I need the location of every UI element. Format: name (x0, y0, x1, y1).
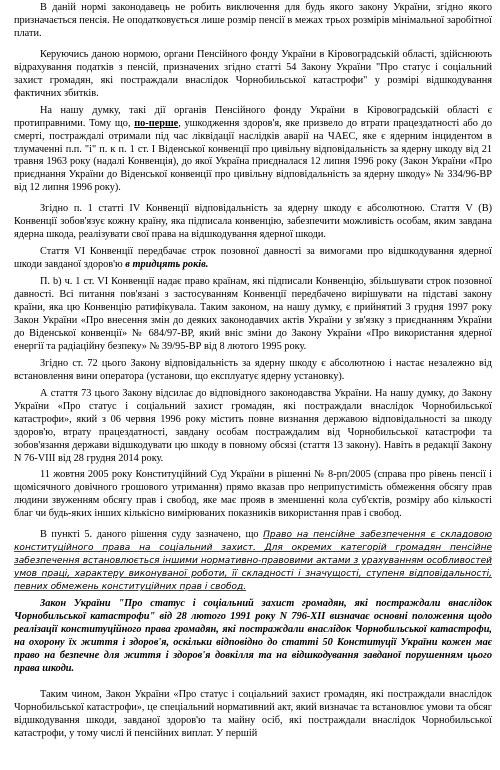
paragraph-3 (14, 105, 492, 196)
paragraph-7: Згідно ст. 72 цього Закону відповідальність за ядерну шкоду є абсолютною і настає незалежно від встановлення вини оператора (установи, що експлуатує ядерну установку). (14, 357, 492, 382)
paragraph-11: Закон України "Про статус і соціальний захист громадян, які постраждали внаслідок Чорнобильської катастрофи" від 28 лютого 1991 року N 796-XII визначає основні положення щодо реалізації конституційного права громадян, які постраждали внаслідок Чорнобильської катастрофи, на охорону їх життя і здоров'я, оскільки відповідно до статті 50 Конституції України кожен має право на безпечне для життя і здоров'я довкілля та на відшкодування завданої порушенням цього права шкоди. (14, 598, 492, 674)
paragraph-5-text: Стаття VI Конвенції передбачає строк позовної давності за вимогами про відшкодування ядерної шкоди завданої здоров'ю (14, 246, 492, 271)
paragraph-9: 11 жовтня 2005 року Конституційний Суд України в рішенні № 8-рп/2005 (справа про рівень пенсії і щомісячного довічного грошового утримання) прямо вказав про неприпустимість обмеження обсягу прав людини звуженням обсягу прав і свобод, яке має прояв в зменшенні кола суб'єктів, розміру або кількості благ чи будь-яких інших кількісно вимірюваних показників використання прав і свобод. (14, 469, 492, 520)
paragraph-5 (14, 246, 492, 272)
paragraph-10 (14, 529, 492, 594)
paragraph-2: Керуючись даною нормою, органи Пенсійного фонду України в Кіровоградській області, здійснюють відрахування податків з пенсій, призначених згідно статті 54 Закону України "Про статус і соціальний захист громадян, які постраждали внаслідок Чорнобильської катастрофи" у розмірі відшкодування фактичних збитків. (14, 48, 492, 99)
paragraph-5-emphasis: в тридцять років. (125, 259, 209, 271)
paragraph-8: А стаття 73 цього Закону відсилає до відповідного законодавства України. На нашу думку, до Закону України «Про статус і соціальний захист громадян, які постраждали внаслідок Чорнобильської катастрофи», який з 06 червня 1996 року містить повне визнання державою відповідальності за шкоду здоров'ю, втрату працездатності, завдану особам постраждалим від Чорнобильської катастрофи та зобов'язання держави відшкодувати цю шкоду в повному обсязі (стаття 13 закону). Навіть в редакції Закону N 76-VIII від 28 грудня 2014 року. (14, 387, 492, 464)
paragraph-6: П. b) ч. 1 ст. VI Конвенції надає право країнам, які підписали Конвенцію, збільшувати строк позовної давності. Всі питання пов'язані з застосуванням Конвенції передбачено вирішувати на підставі закону країни, яка цю Конвенцію ратифікувала. Таким законом, на нашу думку, є прийнятий 3 грудня 1997 року Закон України «Про внесення змін до деяких законодавчих актів України у зв'язку з приєднанням України до Віденської конвенції» № 684/97-ВР, який вніс зміни до Закону України «Про використання ядерної енергії та радіаційну безпеку» № 39/95-ВР від 8 лютого 1995 року. (14, 276, 492, 352)
paragraph-4: Згідно п. 1 статті IV Конвенції відповідальність за ядерну шкоду є абсолютною. Стаття V (В) Конвенції зобов'язує кожну країну, яка підписала конвенцію, забезпечити можливість особам, яким завдана ядерна шкода, реалізувати свої права на відшкодування ядерної шкоди. (14, 203, 492, 241)
paragraph-3-text-a: На нашу думку, такі дії органів Пенсійного фонду України в Кіровоградській області є протиправними. Тому що, (14, 104, 492, 129)
handwritten-quote: Право на пенсійне забезпечення є складовою конституційного права на соціальний захист. Для окремих категорій громадян пенсійне забезпечення встановлюється іншими нормативно-правовими актами з урахуванням особливостей умов праці, характеру виконуваної роботи, її складності і значущості, ступеня відповідальності, певних обмежень конституційних прав і свобод. (14, 530, 493, 593)
paragraph-1: В даній нормі законодавець не робить виключення для будь якого закону України, згідно якого призначається пенсія. Не оподатковується лише розмір пенсії в межах трьох розмірів мінімальної заробітної плати. (14, 2, 492, 39)
paragraph-3-emphasis: по-перше (134, 117, 179, 129)
paragraph-3-text-c: , ушкодження здоров'я, яке призвело до втрати працездатності або до смерті, постраждалі отримали під час ліквідації наслідків аварії на ЧАЕС, яке є ядерним інцидентом в тлумаченні п.п. "і" п. к п. 1 ст. I Віденської конвенції про цивільну відповідальність за ядерну шкоду від 21 травня 1963 року (надалі Конвенція), до якої Україна приєдналася 12 липня 1996 року (Закон України «Про приєднання України до Віденської конвенції про цивільну відповідальність за ядерну шкоду» № 334/96-ВР від 12 липня 1996 року). (14, 117, 492, 194)
paragraph-10-text: В пункті 5. даного рішення суду зазначено, що (40, 529, 264, 541)
paragraph-12: Таким чином, Закон України «Про статус і соціальний захист громадян, які постраждали внаслідок Чорнобильської катастрофи», це спеціальний нормативний акт, який визначає та встановлює умови та обсяг відшкодування шкоди, завданої здоров'ю та майну осіб, які постраждали внаслідок Чорнобильської катастрофи, у тому числі й пенсійних виплат. У першій (14, 688, 492, 739)
